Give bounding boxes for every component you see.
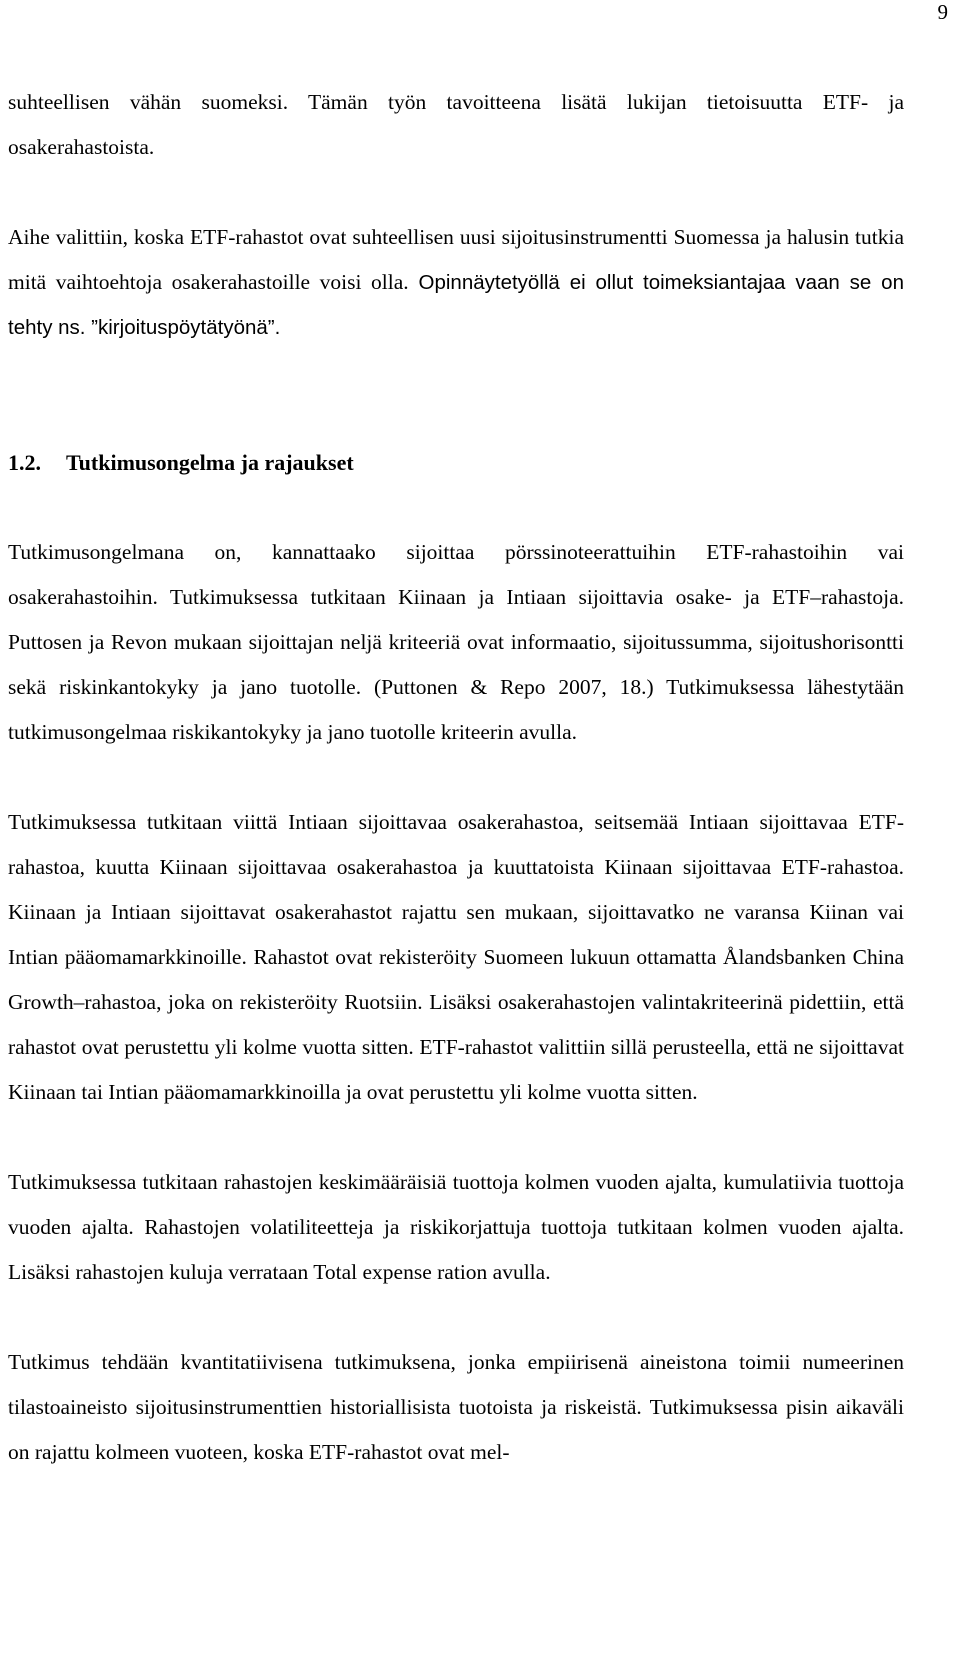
paragraph-returns: Tutkimuksessa tutkitaan rahastojen keskimääräisiä tuottoja kolmen vuoden ajalta, kumulatiivia tuottoja vuoden ajalta. Rahastojen volatiliteetteja ja riskikorjattuja tuottoja tutkitaan kolmen vuoden ajalta. Lisäksi rahastojen kuluja verrataan Total expense ration avulla. [8,1170,904,1284]
page-content [8,80,904,1475]
paragraph-gap [8,1115,904,1160]
page-number: 9 [937,0,948,24]
motivation-serif-text: Aihe valittiin, koska ETF-rahastot ovat suhteellisen uusi sijoitusinstrumentti Suomessa ja halusin tutkia mitä vaihtoehtoja osakerahastoille voisi olla. [8,225,904,294]
section-heading [8,440,904,485]
section-gap [8,350,904,440]
section-title: Tutkimusongelma ja rajaukset [66,450,354,475]
section-number: 1.2. [8,450,41,475]
paragraph-gap [8,485,904,530]
intro-tail-text: suhteellisen vähän suomeksi. Tämän työn tavoitteena lisätä lukijan tietoisuutta ETF- ja osakerahastoista. [8,90,904,159]
paragraph-intro-tail [8,80,904,170]
paragraph-fund-selection: Tutkimuksessa tutkitaan viittä Intiaan sijoittavaa osakerahastoa, seitsemää Intiaan sijoittavaa ETF-rahastoa, kuutta Kiinaan sijoittavaa osakerahastoa ja kuuttatoista Kiinaan sijoittavaa ETF-rahastoa. Kiinaan ja Intiaan sijoittavat osakerahastot rajattu sen mukaan, sijoittavatko ne varansa Kiinan vai Intian pääomamarkkinoille. Rahastot ovat rekisteröity Suomeen lukuun ottamatta Ålandsbanken China Growth–rahastoa, joka on rekisteröity Ruotsiin. Lisäksi osakerahastojen valintakriteerinä pidettiin, että rahastot ovat perustettu yli kolme vuotta sitten. ETF-rahastot valittiin sillä perusteella, että ne sijoittavat Kiinaan tai Intian pääomamarkkinoilla ja ovat perustettu yli kolme vuotta sitten. [8,810,904,1104]
paragraph-research-problem: Tutkimusongelmana on, kannattaako sijoittaa pörssinoteerattuihin ETF-rahastoihin vai osakerahastoihin. Tutkimuksessa tutkitaan Kiinaan ja Intiaan sijoittavia osake- ja ETF–rahastoja. Puttosen ja Revon mukaan sijoittajan neljä kriteeriä ovat informaatio, sijoitussumma, sijoitushorisontti sekä riskinkantokyky ja jano tuotolle. (Puttonen & Repo 2007, 18.) Tutkimuksessa lähestytään tutkimusongelmaa riskikantokyky ja jano tuotolle kriteerin avulla. [8,540,904,744]
paragraph-gap [8,755,904,800]
paragraph-motivation [8,215,904,350]
paragraph-gap [8,1295,904,1340]
motivation-sans-text: Opinnäytetyöllä ei ollut toimeksiantajaa vaan se on tehty ns. ”kirjoituspöytätyönä”. [8,271,904,339]
paragraph-gap [8,170,904,215]
paragraph-method: Tutkimus tehdään kvantitatiivisena tutkimuksena, jonka empiirisenä aineistona toimii numeerinen tilastoaineisto sijoitusinstrumenttien historiallisista tuotoista ja riskeistä. Tutkimuksessa pisin aikaväli on rajattu kolmeen vuoteen, koska ETF-rahastot ovat mel- [8,1350,904,1464]
